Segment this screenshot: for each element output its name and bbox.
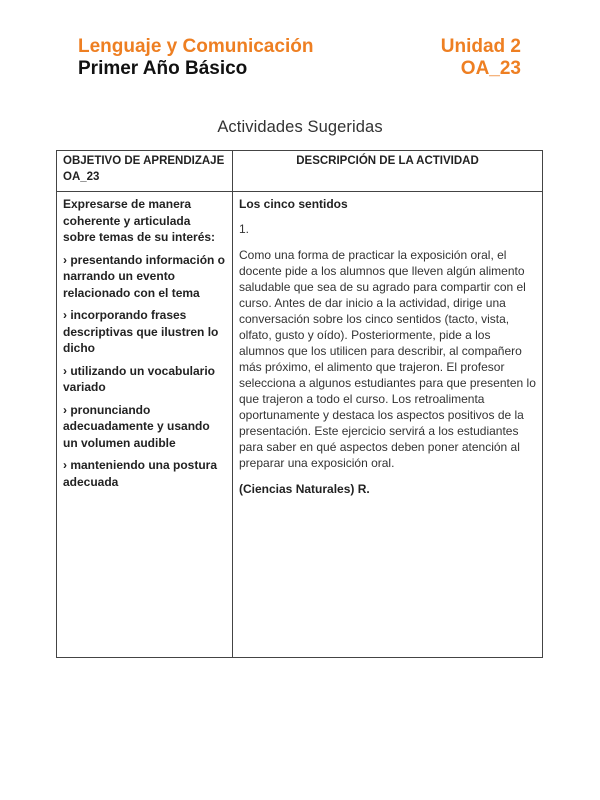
activity-table: [56, 150, 543, 658]
table-row: [57, 192, 543, 658]
objective-column-header: OBJETIVO DE APRENDIZAJE OA_23: [57, 151, 233, 192]
header-row-2: [78, 58, 522, 80]
activity-number: 1.: [239, 222, 250, 236]
activity-cell: [233, 192, 543, 658]
objective-item: › incorporando frases descriptivas que ilustren lo dicho: [63, 308, 219, 355]
page-header: [78, 36, 522, 80]
header-row-1: [78, 36, 522, 58]
objective-code: OA_23: [460, 58, 521, 79]
activity-reference: (Ciencias Naturales) R.: [239, 482, 370, 496]
description-column-header: DESCRIPCIÓN DE LA ACTIVIDAD: [233, 151, 543, 192]
objective-item: › manteniendo una postura adecuada: [63, 458, 218, 489]
subject-title: Lenguaje y Comunicación: [78, 36, 314, 57]
section-title: Actividades Sugeridas: [217, 118, 383, 136]
table-header-row: [57, 151, 543, 192]
objective-item: › utilizando un vocabulario variado: [63, 363, 216, 394]
activity-name: Los cinco sentidos: [239, 197, 348, 211]
unit-label: Unidad 2: [440, 36, 521, 57]
objective-item: › presentando información o narrando un evento relacionado con el tema: [63, 252, 226, 300]
activity-description: Como una forma de practicar la exposición oral, el docente pide a los alumnos que lleven algún alimento saludable que sea de su agrado para compartir con el curso. Antes de dar inicio a la actividad, dirige una conversación sobre los cinco sentidos (tacto, vista, olfato, gusto y oído). Posteriormente, pide a los alumnos que los utilicen para describir, al compañero más próximo, el alimento que trajeron. El profesor selecciona a algunos estudiantes para que presenten lo que trajeron a todo el curso. Los retroalimenta oportunamente y destaca los aspectos positivos de la presentación. Este ejercicio servirá a los estudiantes para saber en qué aspectos deben poner atención al preparar una exposición oral.: [239, 248, 536, 470]
grade-label: Primer Año Básico: [78, 58, 248, 79]
objective-cell: [57, 192, 233, 658]
objective-item: › pronunciando adecuadamente y usando un volumen audible: [63, 402, 210, 450]
objective-intro: Expresarse de manera coherente y articulada sobre temas de su interés:: [63, 197, 216, 244]
